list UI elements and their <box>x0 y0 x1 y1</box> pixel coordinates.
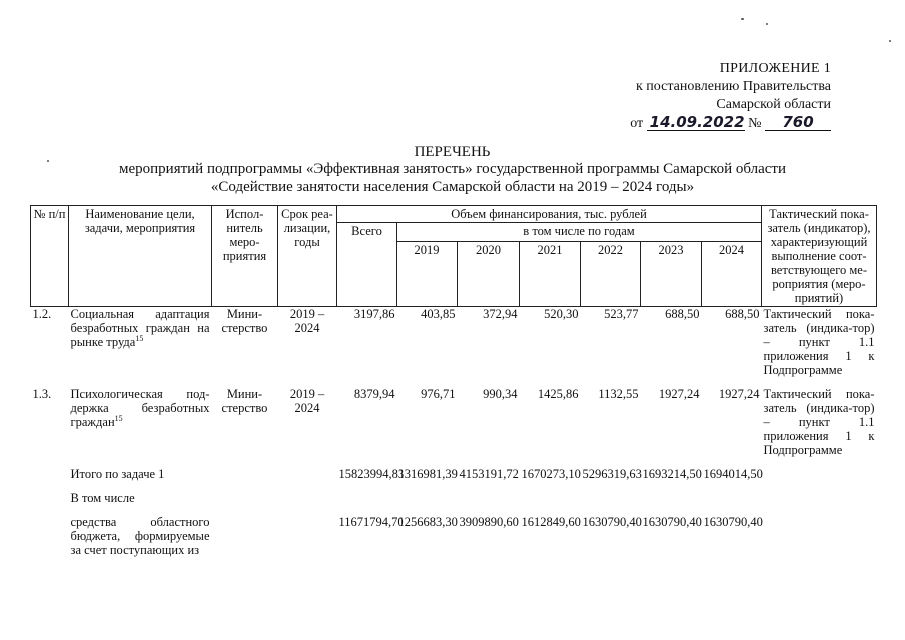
row-value: 1132,55 <box>598 387 639 401</box>
header-executor: Испол-нитель меро-приятия <box>212 206 278 307</box>
appendix-title: ПРИЛОЖЕНИЕ 1 <box>719 61 831 76</box>
activities-table <box>30 205 877 557</box>
regional-total: 11671794,70 <box>338 515 404 529</box>
row-value: 1425,86 <box>537 387 579 401</box>
document-title: ПЕРЕЧЕНЬ <box>414 144 491 160</box>
summary-value: 1693214,50 <box>642 467 702 481</box>
header-funding: Объем финансирования, тыс. рублей <box>337 206 762 223</box>
row-no: 1.3. <box>32 387 52 401</box>
regional-budget-row <box>31 515 877 557</box>
row-value: 523,77 <box>604 307 639 321</box>
row-total: 8379,94 <box>353 387 395 401</box>
row-total: 3197,86 <box>353 307 395 321</box>
handwritten-number: 760 <box>765 114 831 131</box>
summary-value: 1670273,10 <box>521 467 581 481</box>
header-by-years: в том числе по годам <box>397 223 762 242</box>
including-label: В том числе <box>70 491 135 505</box>
summary-value: 1316981,39 <box>398 467 458 481</box>
summary-value: 4153191,72 <box>459 467 519 481</box>
header-year: 2024 <box>702 242 762 307</box>
footnote-ref: 15 <box>135 333 144 343</box>
row-indicator: Тактический пока-затель (индика-тор) – пункт 1.1 приложения 1 к Подпрограмме <box>763 387 875 457</box>
row-value: 372,94 <box>483 307 518 321</box>
regional-value: 1630790,40 <box>703 515 763 529</box>
appendix-date-line <box>630 114 831 133</box>
document-subtitle-2: «Содействие занятости населения Самарской области на 2019 – 2024 годы» <box>210 179 695 195</box>
summary-label: Итого по задаче 1 <box>70 467 165 481</box>
row-term: 2019 – 2024 <box>289 387 325 415</box>
summary-value: 1694014,50 <box>703 467 763 481</box>
table-row <box>31 387 877 457</box>
regional-value: 1256683,30 <box>398 515 458 529</box>
header-year: 2021 <box>520 242 581 307</box>
regional-value: 1630790,40 <box>642 515 702 529</box>
row-term: 2019 – 2024 <box>289 307 325 335</box>
row-value: 688,50 <box>665 307 700 321</box>
row-executor: Мини-стерство <box>221 387 268 415</box>
row-no: 1.2. <box>32 307 52 321</box>
header-total: Всего <box>337 223 397 307</box>
appendix-block <box>630 60 831 133</box>
scan-speck <box>741 18 744 20</box>
row-executor: Мини-стерство <box>221 307 268 335</box>
row-value: 403,85 <box>421 307 456 321</box>
row-value: 1927,24 <box>718 387 760 401</box>
number-prefix: № <box>748 116 762 131</box>
appendix-line-2: Самарской области <box>716 97 831 112</box>
row-value: 688,50 <box>725 307 760 321</box>
scan-speck <box>889 40 891 42</box>
summary-value: 5296319,63 <box>582 467 642 481</box>
summary-row <box>31 467 877 481</box>
appendix-line-1: к постановлению Правительства <box>635 79 831 94</box>
document-subtitle-1: мероприятий подпрограммы «Эффективная занятость» государственной программы Самарской области <box>118 161 786 177</box>
header-year: 2022 <box>581 242 641 307</box>
header-term: Срок реа-лизации, годы <box>278 206 337 307</box>
scan-speck <box>766 23 768 25</box>
header-no: № п/п <box>31 206 69 307</box>
row-value: 1927,24 <box>658 387 700 401</box>
header-year: 2023 <box>641 242 702 307</box>
scan-speck <box>47 160 49 162</box>
regional-value: 1630790,40 <box>582 515 642 529</box>
regional-label: средства областного бюджета, формируемые за счет поступающих из <box>70 515 210 557</box>
row-value: 990,34 <box>483 387 518 401</box>
row-value: 520,30 <box>544 307 579 321</box>
header-row-1 <box>31 206 877 223</box>
header-year: 2020 <box>458 242 520 307</box>
regional-value: 1612849,60 <box>521 515 581 529</box>
row-indicator: Тактический пока-затель (индика-тор) – пункт 1.1 приложения 1 к Подпрограмме <box>763 307 875 377</box>
date-prefix: от <box>630 116 644 131</box>
including-row <box>31 491 877 505</box>
handwritten-date: 14.09.2022 <box>647 114 745 131</box>
header-year: 2019 <box>397 242 458 307</box>
row-name: Социальная адаптация безработных граждан на рынке труда$^{15}$ <box>70 307 210 349</box>
regional-value: 3909890,60 <box>459 515 519 529</box>
header-indicator: Тактический пока-затель (индикатор), характеризующий выполнение соот-ветствующего ме-роприятия (меро-приятий) <box>762 206 877 307</box>
row-value: 976,71 <box>421 387 456 401</box>
header-name: Наименование цели, задачи, мероприятия <box>69 206 212 307</box>
table-row <box>31 307 877 378</box>
footnote-ref: 15 <box>114 413 123 423</box>
row-name: Психологическая под-держка безработных граждан$^{15}$ <box>70 387 210 429</box>
summary-total: 15823994,83 <box>338 467 405 481</box>
